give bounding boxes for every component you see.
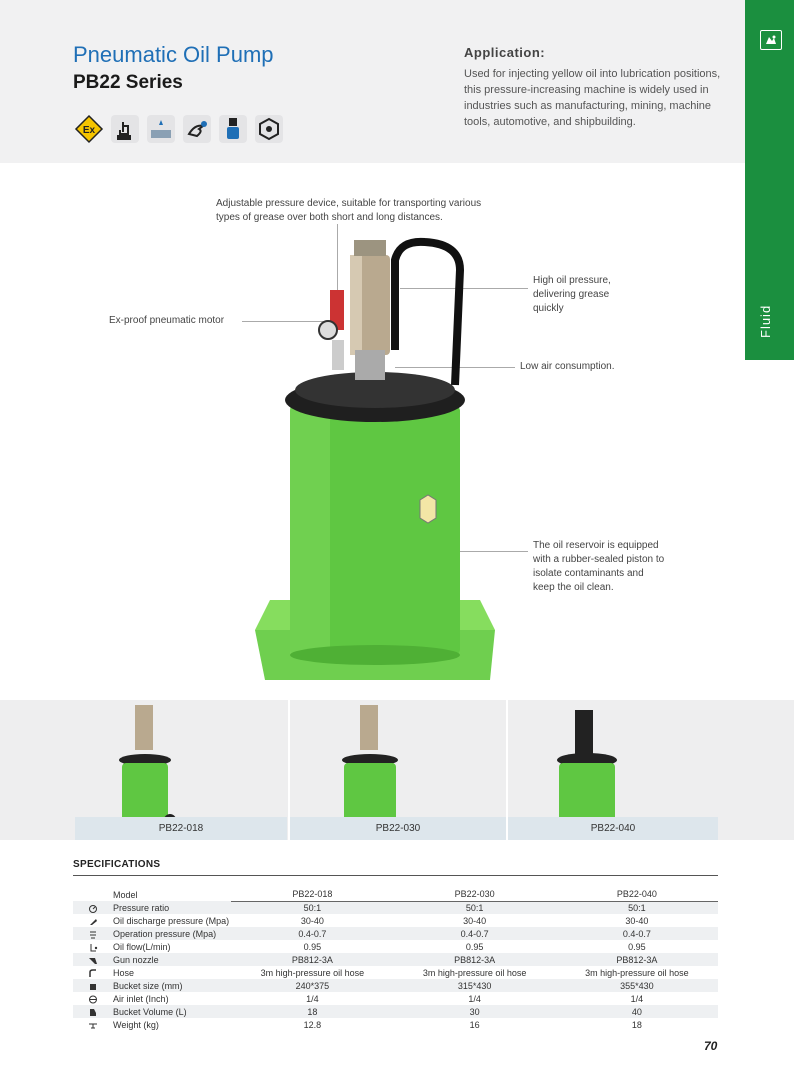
spec-value: 50:1	[556, 901, 718, 914]
nozzle-icon	[73, 953, 113, 966]
table-row	[73, 1018, 718, 1031]
variant-label: PB22-030	[290, 817, 506, 840]
table-row	[73, 992, 718, 1005]
table-row	[73, 901, 718, 914]
touch-icon	[109, 113, 141, 145]
table-row	[73, 966, 718, 979]
spec-label: Operation pressure (Mpa)	[113, 927, 231, 940]
callout-pressure-device: Adjustable pressure device, suitable for transporting various types of grease over both short and long distances.	[216, 198, 482, 223]
application-text: Used for injecting yellow oil into lubrication positions, this pressure-increasing machine is widely used in industries such as manufacturing, mining, machine tools, automotive, and shipbuilding.	[464, 68, 721, 128]
application-heading: Application:	[464, 45, 546, 60]
feature-icons	[73, 113, 285, 145]
table-row	[73, 979, 718, 992]
page-title: Pneumatic Oil Pump	[73, 42, 274, 67]
svg-text:Ex: Ex	[82, 125, 96, 136]
table-row	[73, 927, 718, 940]
spec-value: 0.95	[628, 941, 646, 952]
spec-value: 30	[393, 1005, 555, 1018]
spec-value: 0.4-0.7	[556, 927, 718, 940]
spec-value: PB812-3A	[231, 953, 393, 966]
spec-value: 0.95	[465, 941, 484, 952]
spec-label: Bucket Volume (L)	[113, 1005, 231, 1018]
spec-value: 50:1	[231, 901, 393, 914]
weight-icon	[73, 1018, 113, 1031]
spec-value: PB812-3A	[393, 953, 555, 966]
specifications-table	[73, 888, 718, 1031]
spec-label: Gun nozzle	[113, 953, 231, 966]
spec-value: 3m high-pressure oil hose	[260, 967, 365, 978]
air-pressure-icon	[73, 927, 113, 940]
spec-value: 0.95	[303, 941, 322, 952]
spec-label: Air inlet (Inch)	[113, 993, 169, 1004]
gauge-icon	[73, 901, 113, 914]
spec-label: Hose	[113, 967, 135, 978]
spec-value: PB812-3A	[556, 953, 718, 966]
variant-label: PB22-018	[75, 817, 287, 840]
variant-label: PB22-040	[508, 817, 718, 840]
spec-value: 0.4-0.7	[393, 927, 555, 940]
spec-value: 355*430	[556, 979, 718, 992]
spec-value: 315*430	[393, 979, 555, 992]
hose-icon	[73, 966, 113, 979]
spec-label: Bucket size (mm)	[113, 979, 231, 992]
spec-label: Oil flow(L/min)	[113, 941, 171, 952]
model-variants	[0, 700, 794, 840]
model-header: Model	[113, 889, 138, 900]
spec-label: Oil discharge pressure (Mpa)	[113, 915, 230, 926]
model-name: PB22-018	[231, 888, 393, 901]
callout-reservoir: The oil reservoir is equipped with a rubber-sealed piston to isolate contaminants and keep the oil clean.	[533, 540, 665, 593]
side-tab-label: Fluid	[758, 304, 773, 338]
spec-value: 30-40	[463, 915, 487, 926]
spec-value: 1/4	[306, 993, 319, 1004]
spec-value: 12.8	[303, 1019, 322, 1030]
variant-image-030	[330, 705, 410, 835]
callout-motor: Ex-proof pneumatic motor	[109, 315, 225, 326]
spec-value: 18	[631, 1019, 642, 1030]
safety-icon	[253, 113, 285, 145]
specifications-title: SPECIFICATIONS	[73, 859, 161, 870]
volume-icon	[73, 1005, 113, 1018]
series-title: PB22 Series	[73, 72, 183, 93]
model-name: PB22-030	[393, 888, 555, 901]
spec-value: 30-40	[300, 915, 324, 926]
spec-value: 50:1	[393, 901, 555, 914]
callout-high-pressure: High oil pressure, delivering grease quickly	[533, 275, 611, 314]
variant-image-018	[110, 705, 180, 830]
table-row	[73, 953, 718, 966]
callout-air: Low air consumption.	[520, 361, 615, 372]
specifications-rule	[73, 875, 718, 876]
bucket-icon	[73, 979, 113, 992]
hand-icon	[181, 113, 213, 145]
spec-value: 16	[469, 1019, 480, 1030]
spec-value: 3m high-pressure oil hose	[422, 967, 527, 978]
spec-value: 0.4-0.7	[231, 927, 393, 940]
spec-value: 3m high-pressure oil hose	[585, 967, 689, 978]
table-row	[73, 940, 718, 953]
inlet-icon	[73, 992, 113, 1005]
brand-logo-icon	[760, 30, 782, 50]
spec-value: 30-40	[625, 915, 649, 926]
spec-label: Weight (kg)	[113, 1019, 159, 1030]
spec-value: 240*375	[231, 979, 393, 992]
table-header-row	[73, 888, 718, 901]
spec-value: 1/4	[468, 993, 481, 1004]
spec-label: Pressure ratio	[113, 901, 231, 914]
model-name: PB22-040	[556, 888, 718, 901]
ex-proof-icon	[73, 113, 105, 145]
spray-icon	[145, 113, 177, 145]
page-number: 70	[704, 1039, 718, 1053]
pump-illustration	[250, 230, 500, 690]
spec-value: 1/4	[630, 993, 644, 1004]
spec-value: 18	[231, 1005, 393, 1018]
table-row	[73, 1005, 718, 1018]
pump-icon	[217, 113, 249, 145]
table-row	[73, 914, 718, 927]
spec-value: 40	[556, 1005, 718, 1018]
oil-drop-icon	[73, 914, 113, 927]
flow-icon	[73, 940, 113, 953]
